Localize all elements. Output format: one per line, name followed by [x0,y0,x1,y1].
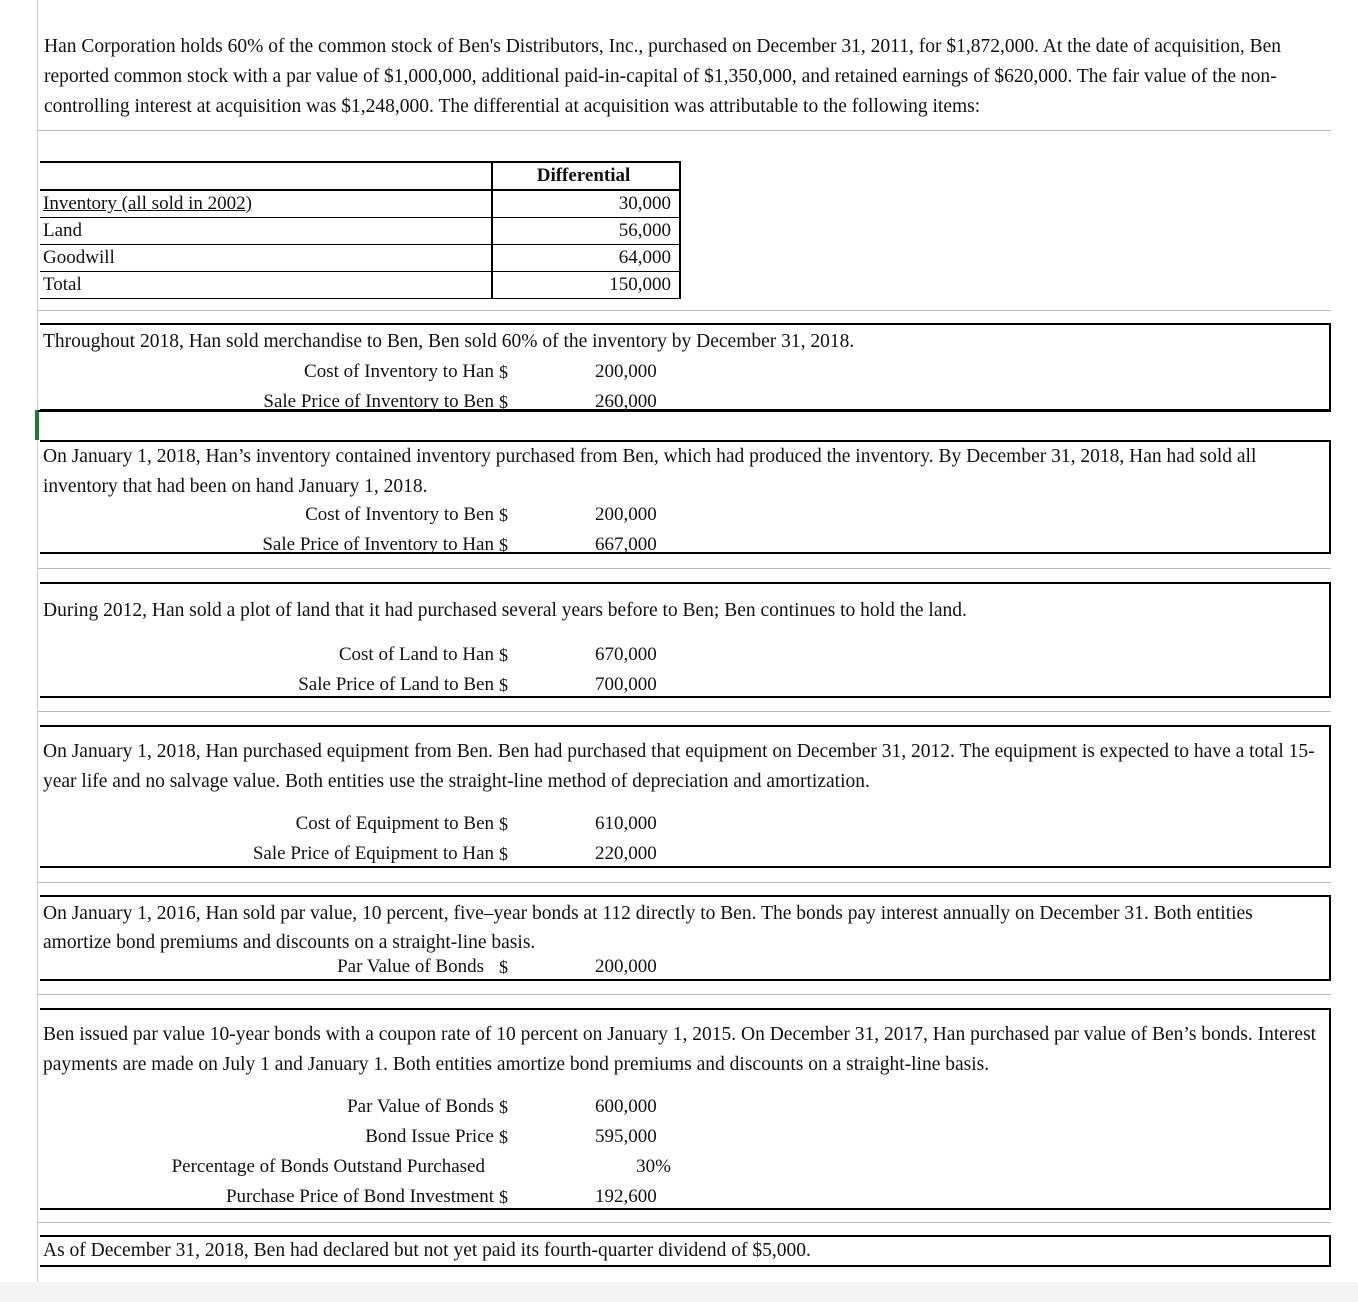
section-land-sale [40,582,1331,698]
dollar-sign: $ [499,844,508,864]
section-intercompany-inventory-han [40,323,1331,411]
kv-value: 200,000 [595,956,657,977]
section-intercompany-inventory-ben [40,440,1331,554]
kv-value: 667,000 [595,534,657,555]
row-label: Total [40,272,492,299]
kv-label: Percentage of Bonds Outstand Purchased [171,1156,485,1177]
kv-label: Bond Issue Price [365,1126,494,1147]
dollar-sign: $ [499,392,508,412]
dollar-sign: $ [499,1127,508,1147]
grid-line [38,568,1331,569]
kv-label: Sale Price of Land to Ben [298,674,494,695]
dollar-sign: $ [499,814,508,834]
dollar-sign: $ [499,645,508,665]
row-label: Inventory (all sold in 2002) [40,190,492,218]
row-value: 64,000 [492,245,680,272]
kv-value: 610,000 [595,813,657,834]
kv-row [43,809,1329,839]
intro-paragraph: Han Corporation holds 60% of the common stock of Ben's Distributors, Inc., purchased on December 31, 2011, for $1,872,000. At the date of acquisition, Ben reported common stock with a par value of $1,000,000, additional paid-in-capital of $1,350,000, and retained earnings of $620,000. The fair value of the non-controlling interest at acquisition was $1,248,000. The differential at acquisition was attributable to the following items: [44,36,1282,117]
dollar-sign: $ [499,505,508,525]
section-text: On January 1, 2018, Han’s inventory contained inventory purchased from Ben, which had produced the inventory. By December 31, 2018, Han had sold all inventory that had been on hand January 1, 2018. [43,446,1257,497]
kv-row [43,1182,1329,1212]
kv-row [43,839,1329,869]
kv-value: 670,000 [595,644,657,665]
bottom-band [0,1282,1358,1302]
row-value: 150,000 [492,272,680,299]
dollar-sign: $ [499,535,508,555]
kv-value: 600,000 [595,1096,657,1117]
kv-label: Par Value of Bonds [347,1096,494,1117]
differential-header: Differential [492,162,680,190]
kv-label: Sale Price of Inventory to Ben [263,391,494,412]
kv-row [43,1152,1329,1182]
kv-label: Sale Price of Equipment to Han [252,843,494,864]
dollar-sign: $ [499,1097,508,1117]
section-text: Throughout 2018, Han sold merchandise to Ben, Ben sold 60% of the inventory by December 31, 2018. [43,331,855,352]
section-text: During 2012, Han sold a plot of land that it had purchased several years before to Ben; Ben continues to hold the land. [43,600,967,621]
kv-value: 192,600 [595,1186,657,1207]
kv-label: Sale Price of Inventory to Han [262,534,494,555]
dollar-sign: $ [499,1187,508,1207]
grid-line [38,130,1331,131]
row-label: Land [40,218,492,245]
grid-line [38,994,1331,995]
row-value: 56,000 [492,218,680,245]
kv-label: Cost of Equipment to Ben [295,813,494,834]
section-text: As of December 31, 2018, Ben had declared but not yet paid its fourth-quarter dividend of $5,000. [43,1240,811,1261]
section-dividend [40,1235,1331,1267]
kv-value: 200,000 [595,361,657,382]
kv-row [43,957,1329,979]
dollar-sign: $ [499,675,508,695]
kv-label: Cost of Land to Han [338,644,494,665]
selected-cell [38,410,1331,440]
section-han-bonds [40,895,1331,981]
grid-line [38,1222,1331,1223]
section-ben-bonds [40,1008,1331,1210]
kv-value: 700,000 [595,674,657,695]
kv-row [43,1122,1329,1152]
kv-row [43,357,1329,387]
header-empty-cell [40,162,492,190]
differential-table [40,161,681,299]
grid-line [38,882,1331,883]
kv-label: Par Value of Bonds [337,956,484,977]
kv-row [43,1092,1329,1122]
kv-row [43,670,1329,700]
kv-row [43,502,1329,530]
sheet-gutter-line [37,0,38,1302]
kv-label: Cost of Inventory to Han [304,361,494,382]
dollar-sign: $ [499,362,508,382]
kv-value: 200,000 [595,504,657,525]
kv-value: 595,000 [595,1126,657,1147]
row-value: 30,000 [492,190,680,218]
kv-value: 220,000 [595,843,657,864]
kv-label: Purchase Price of Bond Investment [225,1186,494,1207]
kv-row [43,530,1329,560]
kv-row [43,640,1329,670]
grid-line [38,711,1331,712]
section-text: Ben issued par value 10-year bonds with a coupon rate of 10 percent on January 1, 2015. On December 31, 2017, Han purchased par value of Ben’s bonds. Interest payments are made on July 1 and January 1. Both entities amortize bond premiums and discounts on a straight-line basis. [43,1024,1317,1075]
kv-label: Cost of Inventory to Ben [305,504,494,525]
dollar-sign: $ [499,957,508,977]
section-text: On January 1, 2018, Han purchased equipment from Ben. Ben had purchased that equipment on December 31, 2012. The equipment is expected to have a total 15-year life and no salvage value. Both entities use the straight-line method of depreciation and amortization. [43,741,1315,792]
section-text: On January 1, 2016, Han sold par value, 10 percent, five–year bonds at 112 directly to Ben. The bonds pay interest annually on December 31. Both entities amortize bond premiums and discounts on a straight-line basis. [43,903,1253,953]
section-equipment-sale [40,725,1331,868]
kv-value: 30% [636,1156,671,1177]
grid-line [38,310,1331,311]
row-label: Goodwill [40,245,492,272]
kv-value: 260,000 [595,391,657,412]
